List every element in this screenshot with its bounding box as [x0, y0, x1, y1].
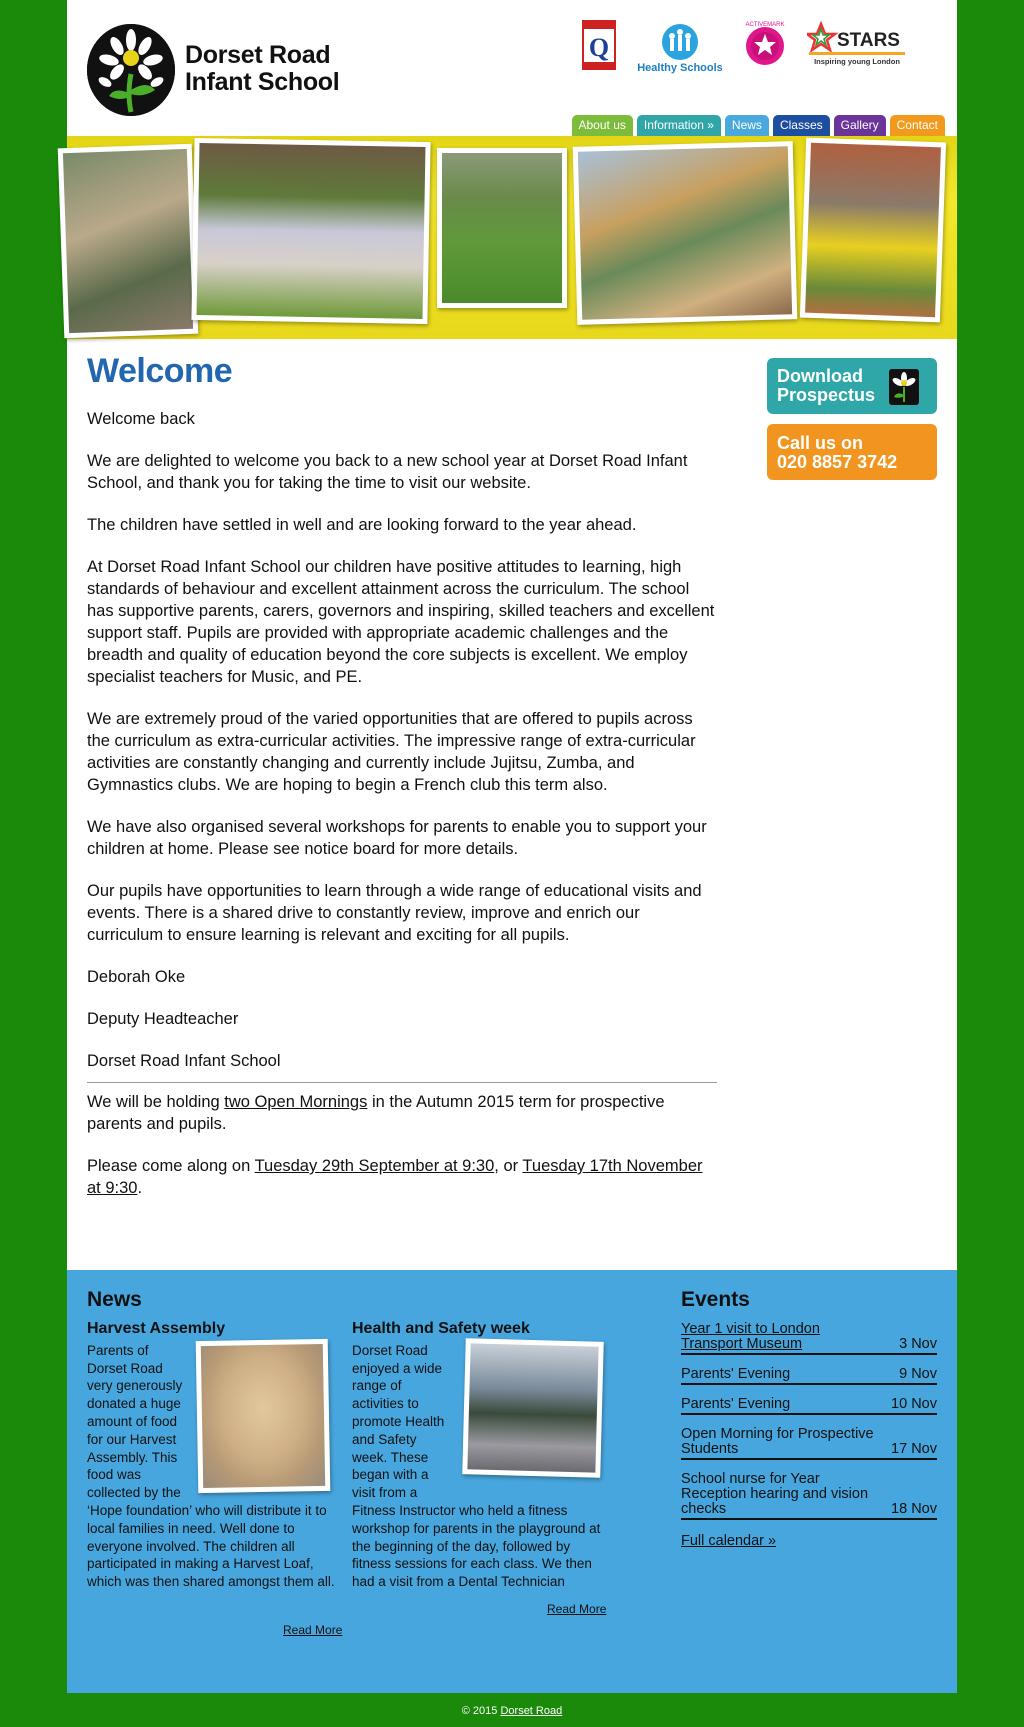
- quality-mark-badge-icon: [582, 20, 616, 76]
- paragraph: We have also organised several workshops for parents to enable you to support your children at home. Please see notice board for more details.: [87, 818, 707, 858]
- date-link-november[interactable]: Tuesday 17th November at 9:30: [87, 1157, 703, 1197]
- read-more-link[interactable]: Read More: [547, 1602, 607, 1616]
- read-more-link[interactable]: Read More: [283, 1623, 343, 1637]
- copyright-text: © 2015: [461, 1705, 501, 1717]
- accreditation-badges: [582, 20, 942, 76]
- event-date: 17 Nov: [891, 1441, 937, 1457]
- paragraph: We are delighted to welcome you back to a new school year at Dorset Road Infant School, and thank you for taking the time to visit our website.: [87, 452, 688, 492]
- event-item[interactable]: [681, 1472, 937, 1520]
- event-title[interactable]: Parents' Evening: [681, 1366, 791, 1382]
- nav-news[interactable]: News: [725, 115, 769, 137]
- event-item[interactable]: [681, 1397, 937, 1415]
- nav-gallery[interactable]: Gallery: [834, 115, 886, 137]
- paragraph: The children have settled in well and are looking forward to the year ahead.: [87, 516, 637, 534]
- banner-photo-classroom: [573, 141, 798, 325]
- nav-information[interactable]: Information »: [637, 115, 721, 137]
- event-title[interactable]: Parents' Evening: [681, 1396, 791, 1412]
- news-title[interactable]: Health and Safety week: [352, 1320, 530, 1337]
- welcome-content: [87, 408, 717, 1219]
- prospectus-line2: Prospectus: [777, 385, 876, 405]
- healthy-schools-badge-icon: [638, 20, 722, 76]
- banner-photo-picnic: [191, 138, 430, 324]
- call-phone: 020 8857 3742: [777, 452, 898, 472]
- nav-about-us[interactable]: About us: [572, 115, 633, 137]
- news-title[interactable]: Harvest Assembly: [87, 1320, 226, 1337]
- date-link-september[interactable]: Tuesday 29th September at 9:30: [254, 1157, 495, 1175]
- school-name[interactable]: [185, 42, 339, 96]
- event-date: 9 Nov: [899, 1366, 937, 1382]
- event-item[interactable]: [681, 1322, 937, 1355]
- nav-classes[interactable]: Classes: [773, 115, 830, 137]
- news-photo-fitness: [462, 1338, 604, 1478]
- stars-badge-icon: [807, 20, 907, 76]
- svg-text:STARS: STARS: [837, 30, 900, 51]
- paragraph: Our pupils have opportunities to learn through a wide range of educational visits and events. There is a shared drive to constantly review, improve and enrich our curriculum to ensure learning is relevant and exciting for all pupils.: [87, 882, 702, 944]
- event-title[interactable]: School nurse for Year Reception hearing and vision checks: [681, 1471, 869, 1517]
- open-mornings-link[interactable]: two Open Mornings: [224, 1093, 368, 1111]
- event-date: 18 Nov: [891, 1501, 937, 1517]
- news-text: Dorset Road enjoyed a wide range of activities to promote Health and Safety week. These began with a visit from a: [352, 1342, 445, 1501]
- call-us-button[interactable]: [767, 424, 937, 480]
- svg-text:ACTIVEMARK: ACTIVEMARK: [745, 22, 785, 28]
- open-morning-paragraph: We will be holding two Open Mornings in the Autumn 2015 term for prospective parents and pupils.: [87, 1093, 665, 1133]
- news-text: Parents of Dorset Road very generously donated a huge amount of food for our Harvest Assembly. This food was collected by the: [87, 1342, 183, 1501]
- event-item[interactable]: [681, 1367, 937, 1385]
- daisy-logo-icon: [87, 24, 175, 116]
- signature-name: Deborah Oke: [87, 968, 186, 986]
- nav-contact[interactable]: Contact: [890, 115, 945, 137]
- event-date: 3 Nov: [899, 1336, 937, 1352]
- site-footer: [0, 1705, 1024, 1717]
- banner-photo-field: [437, 148, 567, 308]
- banner-photo-sandpit: [58, 144, 199, 339]
- full-calendar-link[interactable]: Full calendar »: [681, 1533, 777, 1549]
- school-name-line1: Dorset Road: [185, 41, 331, 69]
- events-heading: Events: [681, 1288, 750, 1311]
- footer-home-link[interactable]: Dorset Road: [500, 1705, 563, 1717]
- news-item: [87, 1320, 342, 1591]
- page-title: Welcome: [87, 352, 233, 390]
- activemark-badge-icon: [742, 20, 788, 76]
- news-photo-harvest: [196, 1339, 331, 1493]
- event-title[interactable]: Open Morning for Prospective Students: [681, 1426, 874, 1457]
- main-nav: [572, 115, 946, 137]
- page-container: [67, 0, 957, 1693]
- svg-text:Inspiring young London: Inspiring young London: [814, 57, 900, 66]
- paragraph: We are extremely proud of the varied opportunities that are offered to pupils across the curriculum as extra-curricular activities. The impressive range of extra-curricular activities are constantly changing and currently include Jujitsu, Zumba, and Gymnastics clubs. We are hoping to begin a French club this term also.: [87, 710, 696, 794]
- download-prospectus-button[interactable]: [767, 358, 937, 414]
- school-logo[interactable]: [87, 24, 175, 116]
- banner-photo-gardening: [800, 138, 946, 323]
- signature-role: Deputy Headteacher: [87, 1010, 239, 1028]
- paragraph: At Dorset Road Infant School our children have positive attitudes to learning, high standards of behaviour and excellent attainment across the curriculum. The school has supportive parents, carers, governors and inspiring, skilled teachers and excellent support staff. Pupils are provided with appropriate academic challenges and the breadth and quality of education beyond the core subjects is excellent. We employ specialist teachers for Music, and PE.: [87, 558, 715, 686]
- call-line1: Call us on: [777, 433, 864, 453]
- events-list: [681, 1322, 937, 1550]
- event-title[interactable]: Year 1 visit to London Transport Museum: [681, 1321, 820, 1352]
- photo-banner: [67, 136, 957, 339]
- come-along-paragraph: Please come along on Tuesday 29th September at 9:30, or Tuesday 17th November at 9:30.: [87, 1157, 703, 1197]
- paragraph: Welcome back: [87, 410, 195, 428]
- prospectus-line1: Download: [777, 366, 863, 386]
- event-date: 10 Nov: [891, 1396, 937, 1412]
- svg-text:Healthy Schools: Healthy Schools: [638, 62, 722, 74]
- event-item[interactable]: [681, 1427, 937, 1460]
- signature-school: Dorset Road Infant School: [87, 1052, 281, 1070]
- daisy-document-icon: [887, 369, 921, 405]
- news-heading: News: [87, 1288, 142, 1311]
- news-text-continued: Fitness Instructor who held a fitness workshop for parents in the playground at the beginning of the day, followed by fitness sessions for each class. We then had a visit from a Dental Technician: [352, 1502, 601, 1590]
- svg-text:Q: Q: [588, 33, 610, 62]
- divider: [87, 1082, 717, 1083]
- school-name-line2: Infant School: [185, 68, 340, 96]
- news-item: [352, 1320, 607, 1591]
- news-text-continued: ‘Hope foundation’ who will distribute it to local families in need. Well done to everyone involved. The children all participated in making a Harvest Loaf, which was then shared amongst them all.: [87, 1502, 335, 1590]
